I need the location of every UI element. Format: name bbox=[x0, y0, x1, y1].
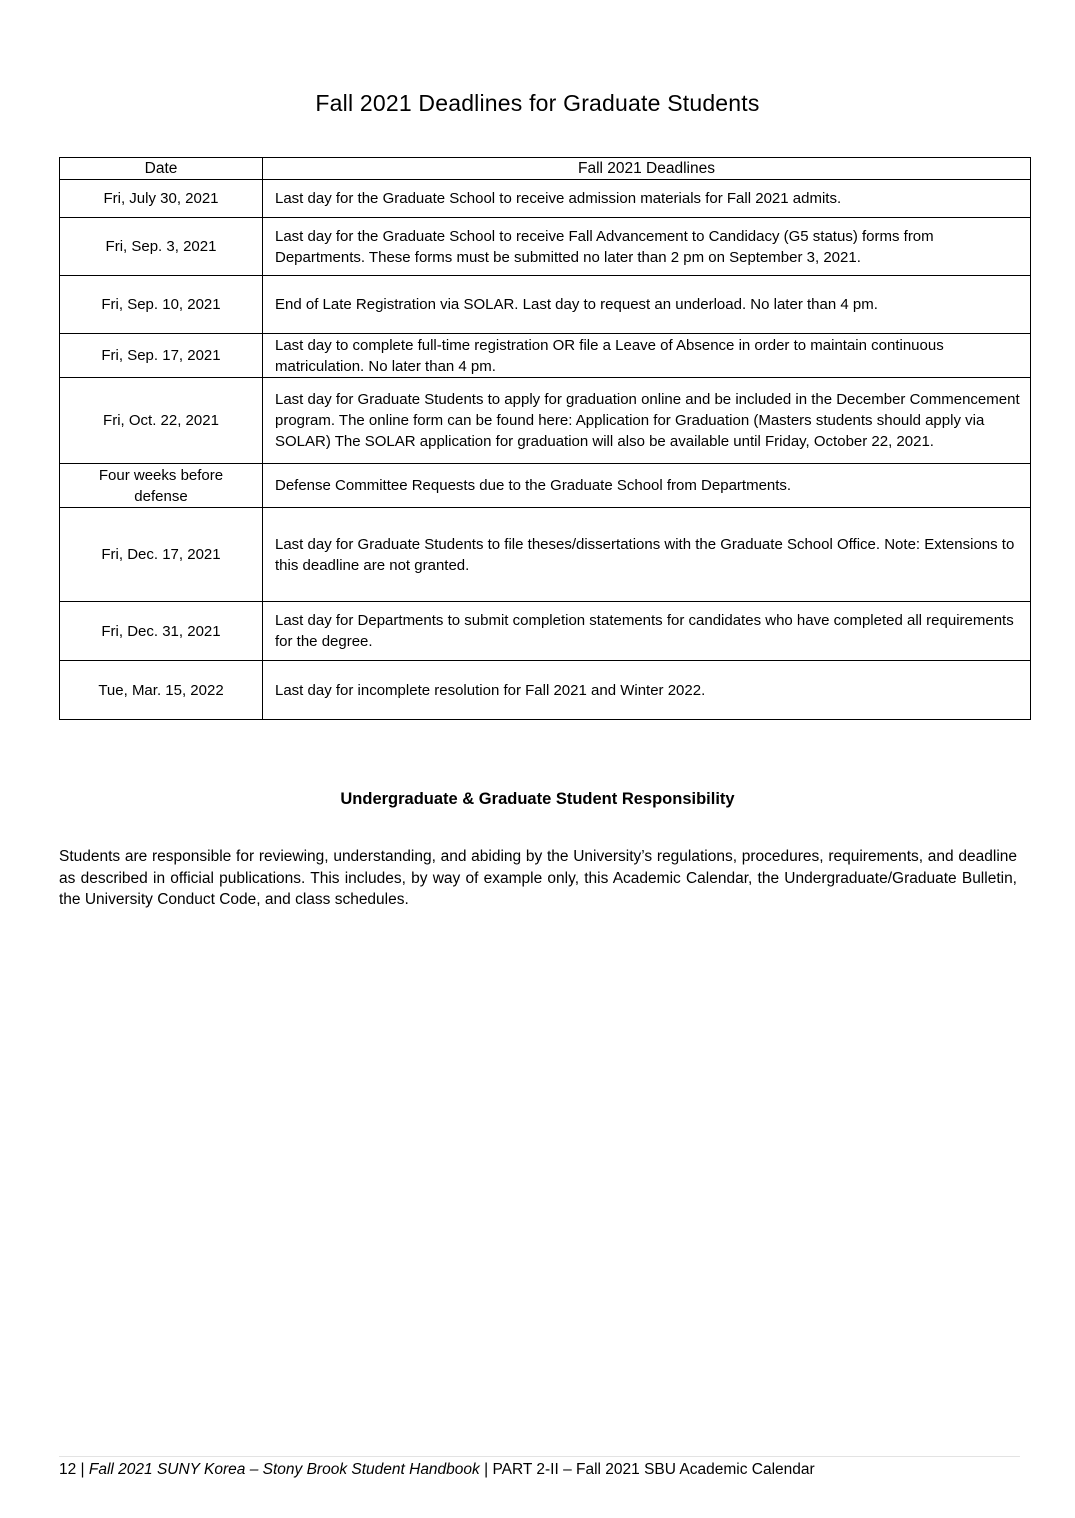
row-deadline-text: Last day to complete full-time registration OR file a Leave of Absence in order to maintain continuous matriculation. No later than 4 pm. bbox=[263, 334, 1031, 378]
footer-divider bbox=[59, 1456, 1020, 1457]
row-deadline-text: Last day for the Graduate School to receive admission materials for Fall 2021 admits. bbox=[263, 180, 1031, 218]
row-date: Fri, July 30, 2021 bbox=[60, 180, 263, 218]
row-deadline-text: Last day for Departments to submit completion statements for candidates who have completed all requirements for the degree. bbox=[263, 602, 1031, 661]
responsibility-body: Students are responsible for reviewing, understanding, and abiding by the University’s regulations, procedures, requirements, and deadline as described in official publications. This includes, by way of example only, this Academic Calendar, the Undergraduate/Graduate Bulletin, the University Conduct Code, and class schedules. bbox=[59, 848, 1017, 908]
column-header-date: Date bbox=[60, 158, 263, 180]
row-deadline-text: Last day for the Graduate School to receive Fall Advancement to Candidacy (G5 status) forms from Departments. These forms must be submitted no later than 2 pm on September 3, 2021. bbox=[263, 218, 1031, 276]
table-row bbox=[60, 378, 1031, 464]
row-date: Fri, Dec. 17, 2021 bbox=[60, 508, 263, 602]
row-date: Four weeks before defense bbox=[60, 464, 263, 508]
row-date: Fri, Sep. 17, 2021 bbox=[60, 334, 263, 378]
row-date: Fri, Dec. 31, 2021 bbox=[60, 602, 263, 661]
responsibility-heading: Undergraduate & Graduate Student Responsibility bbox=[340, 790, 735, 808]
row-deadline-text: Last day for incomplete resolution for Fall 2021 and Winter 2022. bbox=[263, 661, 1031, 720]
table-row bbox=[60, 602, 1031, 661]
row-date: Fri, Oct. 22, 2021 bbox=[60, 378, 263, 464]
row-date: Tue, Mar. 15, 2022 bbox=[60, 661, 263, 720]
table-row bbox=[60, 276, 1031, 334]
row-date: Fri, Sep. 3, 2021 bbox=[60, 218, 263, 276]
page-title: Fall 2021 Deadlines for Graduate Students bbox=[315, 90, 760, 116]
footer-separator: | bbox=[76, 1461, 89, 1478]
column-header-deadlines: Fall 2021 Deadlines bbox=[263, 158, 1031, 180]
table-header-row bbox=[60, 158, 1031, 180]
table-row bbox=[60, 464, 1031, 508]
row-deadline-text: End of Late Registration via SOLAR. Last day to request an underload. No later than 4 pm. bbox=[263, 276, 1031, 334]
table-row bbox=[60, 218, 1031, 276]
page-footer bbox=[59, 1461, 815, 1479]
handbook-title: Fall 2021 SUNY Korea – Stony Brook Student Handbook bbox=[88, 1461, 480, 1478]
row-deadline-text: Last day for Graduate Students to apply for graduation online and be included in the December Commencement program. The online form can be found here: Application for Graduation (Masters students should apply via SOLAR) The SOLAR application for graduation will also be available until Friday, October 22, 2021. bbox=[263, 378, 1031, 464]
table-row bbox=[60, 334, 1031, 378]
section-title: PART 2-II – Fall 2021 SBU Academic Calendar bbox=[492, 1461, 815, 1478]
deadlines-table bbox=[59, 157, 1031, 720]
table-row bbox=[60, 508, 1031, 602]
table-row bbox=[60, 661, 1031, 720]
footer-separator: | bbox=[479, 1461, 493, 1478]
row-deadline-text: Last day for Graduate Students to file theses/dissertations with the Graduate School Office. Note: Extensions to this deadline are not granted. bbox=[263, 508, 1031, 602]
page-number: 12 bbox=[59, 1461, 77, 1478]
row-deadline-text: Defense Committee Requests due to the Graduate School from Departments. bbox=[263, 464, 1031, 508]
row-date: Fri, Sep. 10, 2021 bbox=[60, 276, 263, 334]
table-row bbox=[60, 180, 1031, 218]
